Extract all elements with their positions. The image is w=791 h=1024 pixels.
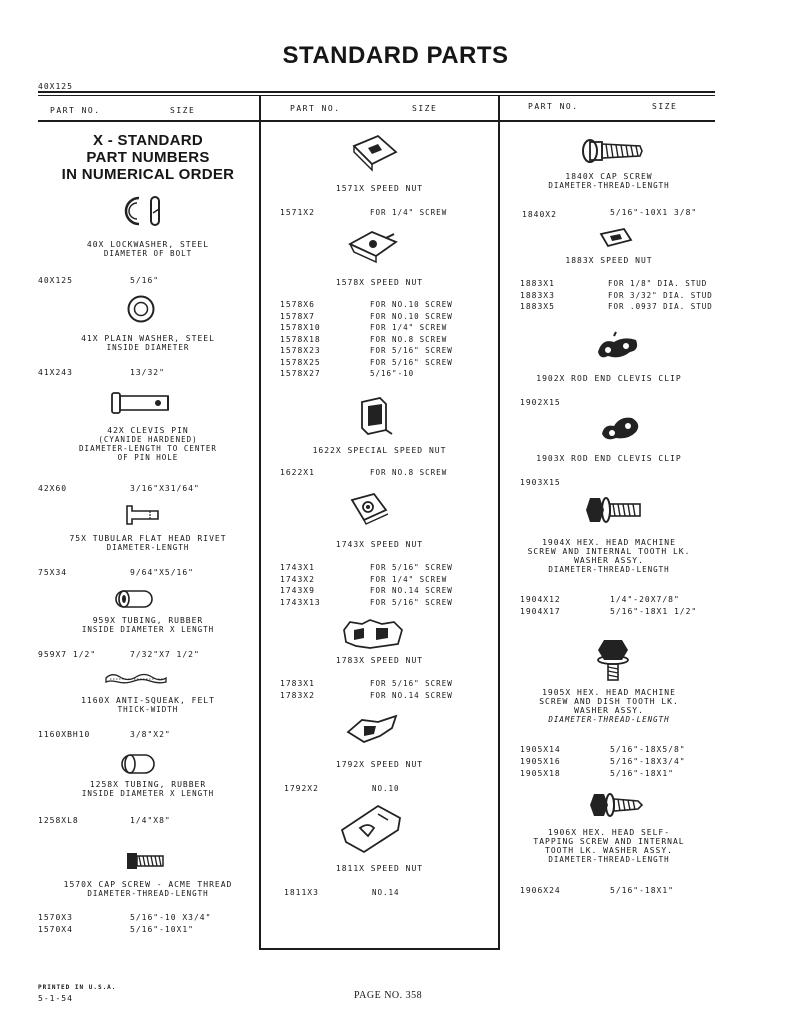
speed-nut-1622-caption: 1622X SPECIAL SPEED NUT	[312, 446, 447, 455]
part-list: 1743X1 1743X2 1743X9 1743X13	[280, 563, 321, 607]
speed-nut-icon	[338, 800, 404, 856]
part-list: 1904X12 1904X17	[520, 595, 561, 616]
part-no: 959X7 1/2"	[38, 650, 97, 659]
cap-screw-1840-caption: 1840X CAP SCREW DIAMETER-THREAD-LENGTH	[548, 172, 670, 190]
part-size: 3/8"X2"	[130, 730, 171, 739]
column-bottom-rule	[261, 948, 498, 950]
part-no: 40X125	[38, 276, 73, 285]
header-rule-top	[38, 91, 715, 93]
part-no: 75X34	[38, 568, 68, 577]
plain-washer-caption: 41X PLAIN WASHER, STEEL INSIDE DIAMETER	[81, 334, 215, 352]
speed-nut-1578-caption: 1578X SPEED NUT	[335, 278, 424, 287]
part-no: 41X243	[38, 368, 73, 377]
size-list: 5/16"-18X5/8" 5/16"-18X3/4" 5/16"-18X1"	[610, 745, 686, 778]
clevis-clip-1903-caption: 1903X ROD END CLEVIS CLIP	[536, 454, 682, 463]
part-size: 9/64"X5/16"	[130, 568, 194, 577]
size-list: 5/16"-10 X3/4" 5/16"-10X1"	[130, 913, 212, 934]
part-size: 3/16"X31/64"	[130, 484, 200, 493]
col1-header-size: SIZE	[170, 106, 196, 115]
speed-nut-icon	[340, 616, 406, 652]
speed-nut-1883-caption: 1883X SPEED NUT	[565, 256, 653, 265]
clevis-clip-icon	[594, 330, 642, 364]
part-size: 5/16"-18X1"	[610, 886, 674, 895]
rivet-caption: 75X TUBULAR FLAT HEAD RIVET DIAMETER-LENGTH	[69, 534, 227, 552]
clevis-pin-icon	[108, 390, 174, 416]
print-date: 5-1-54	[38, 994, 73, 1003]
printed-in-usa: PRINTED IN U.S.A.	[38, 984, 117, 991]
part-size: 7/32"X7 1/2"	[130, 650, 200, 659]
part-no: 1902X15	[520, 398, 561, 407]
part-list: 1570X3 1570X4	[38, 913, 73, 934]
anti-squeak-caption: 1160X ANTI-SQUEAK, FELT THICK-WIDTH	[81, 696, 215, 714]
part-no: 1571X2	[280, 208, 315, 217]
clevis-clip-1902-caption: 1902X ROD END CLEVIS CLIP	[536, 374, 682, 383]
speed-nut-1743-caption: 1743X SPEED NUT	[335, 540, 424, 549]
speed-nut-1811-caption: 1811X SPEED NUT	[335, 864, 424, 873]
corner-ref: 40X125	[38, 82, 73, 91]
part-size: FOR NO.8 SCREW	[370, 468, 448, 477]
part-size: NO.14	[372, 888, 400, 897]
part-no: 1811X3	[284, 888, 319, 897]
tubing-1258-caption: 1258X TUBING, RUBBER INSIDE DIAMETER X LENGTH	[81, 780, 215, 798]
hex-screw-1905-caption: 1905X HEX. HEAD MACHINE SCREW AND DISH TOOTH LK. WASHER ASSY. DIAMETER-THREAD-LENGTH	[539, 688, 679, 724]
speed-nut-icon	[344, 712, 400, 748]
hex-screw-icon	[582, 494, 644, 526]
size-list: FOR NO.10 SCREW FOR NO.10 SCREW FOR 1/4" SCREW FOR NO.8 SCREW FOR 5/16" SCREW FOR 5/16" SCREW 5/16"-10	[370, 300, 453, 378]
header-rule-top2	[38, 95, 715, 96]
part-no: 1906X24	[520, 886, 561, 895]
speed-nut-icon	[344, 490, 392, 526]
part-size: FOR 1/4" SCREW	[370, 208, 448, 217]
speed-nut-icon	[598, 226, 634, 250]
column-divider-1	[259, 96, 261, 950]
col2-header-part: PART NO.	[290, 104, 341, 113]
part-list: 1905X14 1905X16 1905X18	[520, 745, 561, 778]
special-speed-nut-icon	[356, 394, 396, 440]
page-number: PAGE NO. 358	[354, 990, 423, 1001]
part-size: 5/16"	[130, 276, 160, 285]
anti-squeak-icon	[104, 670, 168, 686]
col1-header-part: PART NO.	[50, 106, 101, 115]
speed-nut-icon	[346, 226, 402, 266]
col3-header-part: PART NO.	[528, 102, 579, 111]
part-no: 1622X1	[280, 468, 315, 477]
hex-screw-1904-caption: 1904X HEX. HEAD MACHINE SCREW AND INTERNAL TOOTH LK. WASHER ASSY. DIAMETER-THREAD-LENGTH	[527, 538, 691, 574]
part-no: 1258XL8	[38, 816, 79, 825]
size-list: 1/4"-20X7/8" 5/16"-18X1 1/2"	[610, 595, 698, 616]
part-list: 1883X1 1883X3 1883X5	[520, 279, 555, 311]
size-list: FOR 1/8" DIA. STUD FOR 3/32" DIA. STUD FOR .0937 DIA. STUD	[608, 279, 713, 311]
hex-screw-icon	[594, 636, 634, 682]
speed-nut-icon	[348, 132, 402, 172]
header-rule-bottom	[38, 120, 715, 122]
lockwasher-caption: 40X LOCKWASHER, STEEL DIAMETER OF BOLT	[86, 240, 210, 258]
plain-washer-icon	[126, 294, 156, 324]
self-tapping-screw-icon	[588, 790, 644, 820]
part-size: 5/16"-10X1 3/8"	[610, 208, 698, 217]
col3-header-size: SIZE	[652, 102, 678, 111]
size-list: FOR 5/16" SCREW FOR 1/4" SCREW FOR NO.14 SCREW FOR 5/16" SCREW	[370, 563, 453, 607]
tubing-icon	[112, 588, 158, 610]
speed-nut-1783-caption: 1783X SPEED NUT	[335, 656, 424, 665]
tubing-icon	[118, 752, 158, 776]
clevis-clip-icon	[598, 410, 644, 444]
intro-heading: X - STANDARD PART NUMBERS IN NUMERICAL ORDER	[61, 132, 235, 183]
part-size: 1/4"X8"	[130, 816, 171, 825]
screw-1906-caption: 1906X HEX. HEAD SELF- TAPPING SCREW AND INTERNAL TOOTH LK. WASHER ASSY. DIAMETER-THREAD-LENGTH	[533, 828, 685, 864]
page-title: STANDARD PARTS	[282, 42, 509, 69]
size-list: FOR 5/16" SCREW FOR NO.14 SCREW	[370, 679, 453, 700]
cap-screw-icon	[580, 136, 646, 166]
part-no: 1792X2	[284, 784, 319, 793]
part-no: 1903X15	[520, 478, 561, 487]
rivet-icon	[124, 504, 164, 526]
lockwasher-icon	[115, 193, 175, 229]
part-no: 42X60	[38, 484, 68, 493]
part-size: NO.10	[372, 784, 400, 793]
part-list: 1578X6 1578X7 1578X10 1578X18 1578X23 1578X25 1578X27	[280, 300, 321, 378]
part-no: 1840X2	[522, 210, 557, 219]
col2-header-size: SIZE	[412, 104, 438, 113]
part-list: 1783X1 1783X2	[280, 679, 315, 700]
part-no: 1160XBH10	[38, 730, 91, 739]
clevis-pin-caption: 42X CLEVIS PIN (CYANIDE HARDENED) DIAMETER-LENGTH TO CENTER OF PIN HOLE	[79, 426, 217, 462]
cap-screw-icon	[124, 850, 166, 872]
cap-screw-1570-caption: 1570X CAP SCREW - ACME THREAD DIAMETER-THREAD-LENGTH	[63, 880, 233, 898]
column-divider-2	[498, 96, 500, 950]
speed-nut-1571-caption: 1571X SPEED NUT	[335, 184, 424, 193]
part-size: 13/32"	[130, 368, 165, 377]
speed-nut-1792-caption: 1792X SPEED NUT	[335, 760, 424, 769]
tubing-959-caption: 959X TUBING, RUBBER INSIDE DIAMETER X LENGTH	[81, 616, 215, 634]
